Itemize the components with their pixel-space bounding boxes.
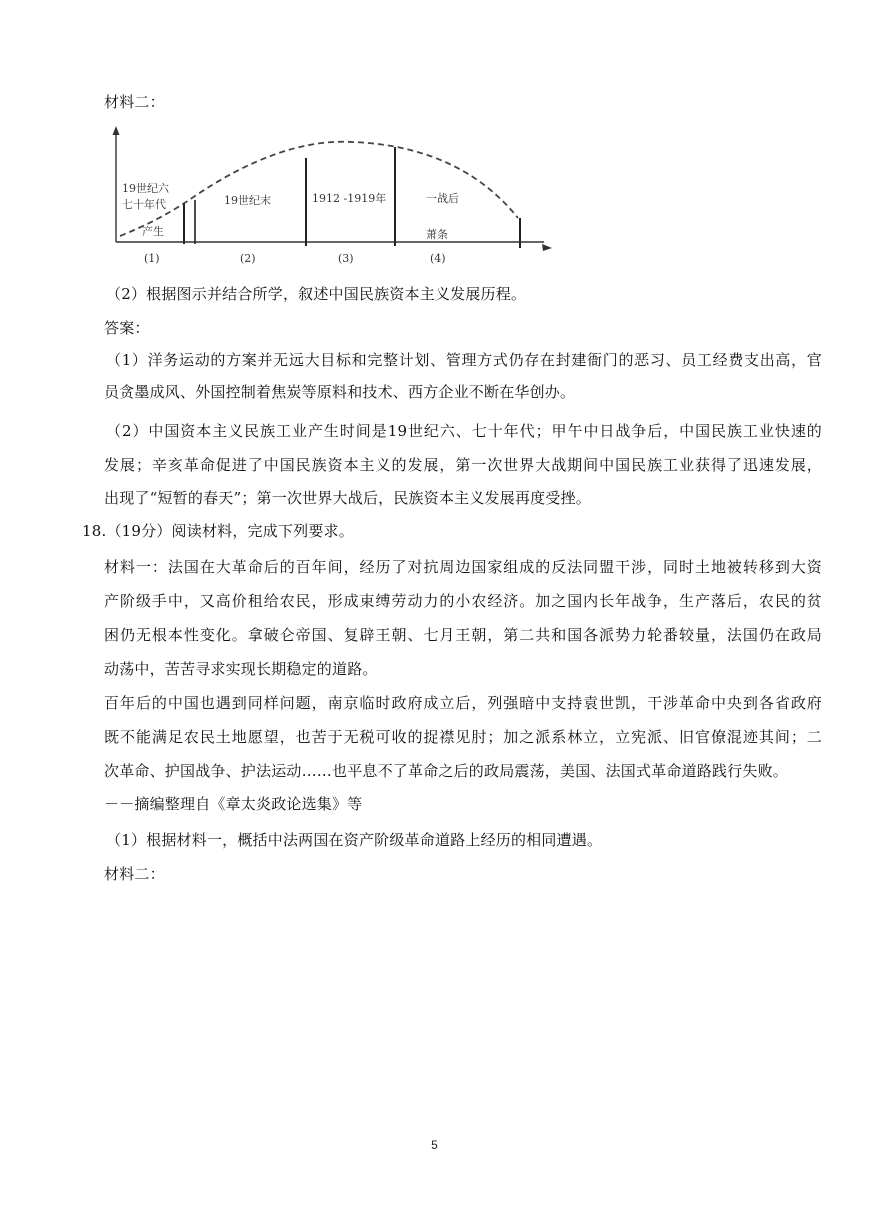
- period-3-index: (3): [338, 252, 354, 265]
- development-curve-figure: [100, 120, 560, 270]
- material-two-label: 材料二：: [104, 93, 165, 111]
- question-2: （2）根据图示并结合所学，叙述中国民族资本主义发展历程。: [106, 285, 527, 303]
- answer-label: 答案：: [104, 319, 150, 337]
- period-1-label-line2: 七十年代: [122, 198, 166, 211]
- material-one-line-1: 材料一：法国在大革命后的百年间，经历了对抗周边国家组成的反法同盟干涉，同时土地被转移到大资: [104, 558, 822, 576]
- source-citation: －－摘编整理自《章太炎政论选集》等: [104, 795, 363, 813]
- page-number: 5: [431, 1138, 438, 1152]
- material-one-line-3: 困仍无根本性变化。拿破仑帝国、复辟王朝、七月王朝，第二共和国各派势力轮番较量，法国仍在政局: [104, 626, 822, 644]
- answer-2-line-1: （2）中国资本主义民族工业产生时间是19世纪六、七十年代；甲午中日战争后，中国民族工业快速的: [106, 422, 822, 440]
- material-one-p2-line-3: 次革命、护国战争、护法运动……也平息不了革命之后的政局震荡，美国、法国式革命道路践行失败。: [104, 762, 789, 780]
- period-2-index: (2): [240, 252, 256, 265]
- period-4-label: 一战后: [426, 192, 459, 205]
- period-1-label-line1: 19世纪六: [122, 182, 169, 195]
- answer-1-line-2: 员贪墨成风、外国控制着焦炭等原料和技术、西方企业不断在华创办。: [104, 383, 576, 401]
- period-1-sub-label: 产生: [142, 225, 164, 238]
- question-18-title: 18.（19分）阅读材料，完成下列要求。: [82, 522, 354, 540]
- material-two-label-bottom: 材料二：: [104, 865, 165, 883]
- answer-1-line-1: （1）洋务运动的方案并无远大目标和完整计划、管理方式仍存在封建衙门的恶习、员工经费支出高，官: [106, 351, 822, 369]
- period-3-label: 1912 -1919年: [312, 192, 387, 205]
- material-one-line-2: 产阶级手中，又高价租给农民，形成束缚劳动力的小农经济。加之国内长年战争，生产落后，农民的贫: [104, 592, 822, 610]
- material-one-p2-line-1: 百年后的中国也遇到同样问题，南京临时政府成立后，列强暗中支持袁世凯，干涉革命中央到各省政府: [104, 694, 822, 712]
- answer-2-line-2: 发展；辛亥革命促进了中国民族资本主义的发展，第一次世界大战期间中国民族工业获得了迅速发展，: [104, 456, 822, 474]
- y-axis-arrow: [113, 126, 120, 135]
- question-18-1: （1）根据材料一，概括中法两国在资产阶级革命道路上经历的相同遭遇。: [106, 831, 603, 849]
- answer-2-line-3: 出现了“短暂的春天”；第一次世界大战后，民族资本主义发展再度受挫。: [104, 489, 591, 507]
- period-2-label: 19世纪末: [224, 194, 271, 207]
- national-capitalism-development-diagram: [100, 120, 560, 270]
- material-one-line-4: 动荡中，苦苦寻求实现长期稳定的道路。: [104, 660, 378, 678]
- period-4-sub-label: 萧条: [426, 228, 448, 241]
- period-1-index: (1): [144, 252, 160, 265]
- material-one-p2-line-2: 既不能满足农民土地愿望，也苦于无税可收的捉襟见肘；加之派系林立，立宪派、旧官僚混迹其间；二: [104, 728, 822, 746]
- x-axis-arrow: [542, 244, 552, 251]
- period-4-index: (4): [430, 252, 446, 265]
- development-trend-curve: [120, 142, 518, 236]
